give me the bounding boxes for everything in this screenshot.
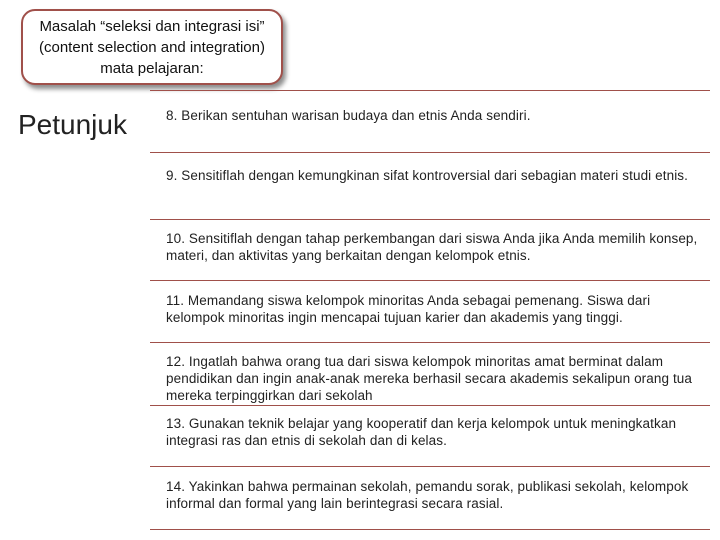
list-item: 14. Yakinkan bahwa permainan sekolah, pemandu sorak, publikasi sekolah, kelompok informal dan formal yang lain berintegrasi secara rasial. bbox=[166, 479, 689, 511]
divider bbox=[150, 90, 710, 91]
list-item: 13. Gunakan teknik belajar yang kooperatif dan kerja kelompok untuk meningkatkan integrasi ras dan etnis di sekolah dan di kelas. bbox=[166, 416, 677, 448]
section-label: Petunjuk bbox=[18, 109, 127, 140]
divider bbox=[150, 219, 710, 220]
divider bbox=[150, 342, 710, 343]
divider bbox=[150, 466, 710, 467]
list-item: 9. Sensitiflah dengan kemungkinan sifat kontroversial dari sebagian materi studi etnis. bbox=[166, 168, 688, 183]
list-item: 8. Berikan sentuhan warisan budaya dan etnis Anda sendiri. bbox=[166, 108, 531, 123]
list-item: 12. Ingatlah bahwa orang tua dari siswa kelompok minoritas amat berminat dalam pendidikan dan ingin anak-anak mereka berhasil secara akademis sekalipun orang tua mereka terpinggirkan dari sekolah bbox=[166, 354, 693, 403]
list-item: 10. Sensitiflah dengan tahap perkembangan dari siswa Anda jika Anda memilih konsep, materi, dan aktivitas yang berkaitan dengan kelompok etnis. bbox=[166, 231, 698, 263]
title-box bbox=[21, 9, 283, 85]
divider bbox=[150, 152, 710, 153]
list-item: 11. Memandang siswa kelompok minoritas Anda sebagai pemenang. Siswa dari kelompok minoritas ingin mencapai tujuan karier dan akademis yang tinggi. bbox=[166, 293, 651, 325]
slide-title: Masalah “seleksi dan integrasi isi” (content selection and integration) mata pelajaran: bbox=[39, 17, 265, 77]
divider bbox=[150, 529, 710, 530]
divider bbox=[150, 405, 710, 406]
divider bbox=[150, 280, 710, 281]
